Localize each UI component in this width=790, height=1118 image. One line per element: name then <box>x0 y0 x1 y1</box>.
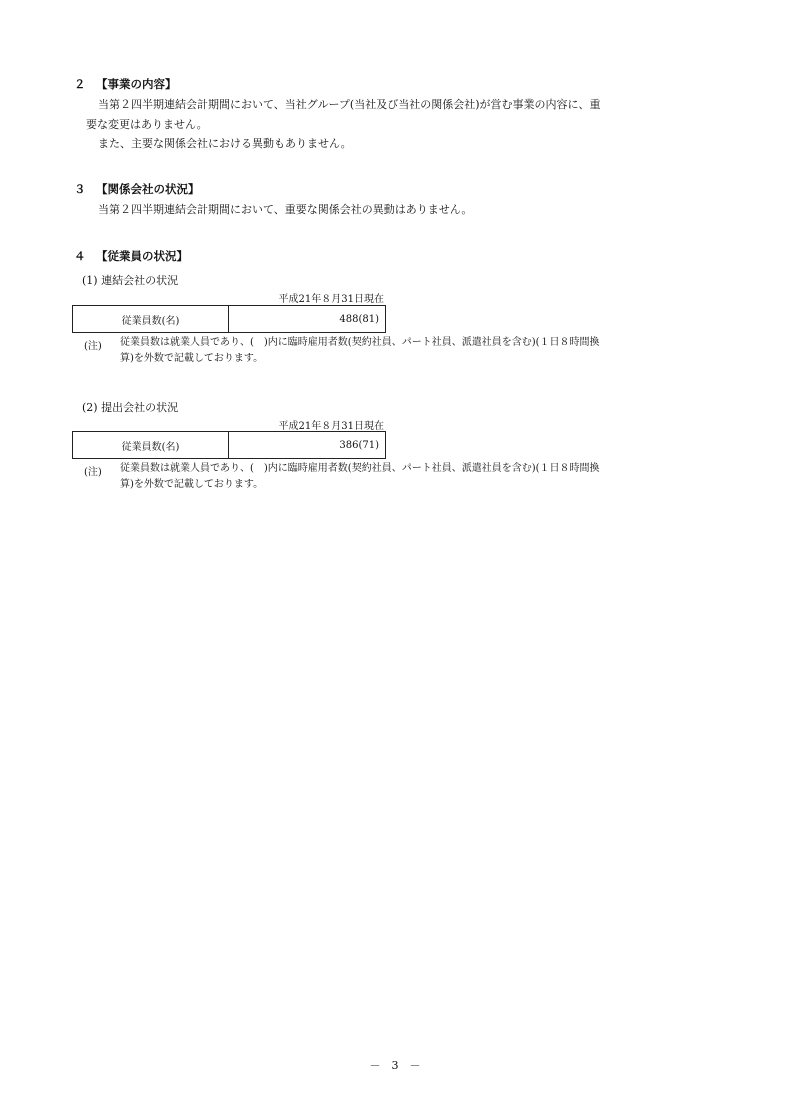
parent-note-mark: (注) <box>84 467 102 478</box>
parent-heading: (2) 提出会社の状況 <box>82 401 179 414</box>
employee-count-label: 従業員数(名) <box>73 432 229 459</box>
table-row <box>73 306 386 333</box>
consolidated-as-of-date: 平成21年８月31日現在 <box>278 294 384 305</box>
consolidated-note <box>120 335 600 367</box>
section-2-para1-line1: 当第２四半期連結会計期間において、当社グループ(当社及び当社の関係会社)が営む事業の内容に、重 <box>98 98 601 111</box>
section-4-title: 【従業員の状況】 <box>96 249 188 263</box>
table-row <box>73 432 386 459</box>
section-3-para1: 当第２四半期連結会計期間において、重要な関係会社の異動はありません。 <box>98 203 473 216</box>
section-2-para1-line2: 要な変更はありません。 <box>86 118 208 131</box>
parent-employee-table <box>72 431 386 459</box>
section-2-heading <box>74 76 177 92</box>
consolidated-note-line1: 従業員数は就業人員であり、( )内に臨時雇用者数(契約社員、パート社員、派遣社員を含む)(１日８時間換 <box>120 337 600 348</box>
parent-note <box>120 461 600 493</box>
section-3-number: ３ <box>74 182 86 196</box>
employee-count-label: 従業員数(名) <box>73 306 229 333</box>
consolidated-note-mark: (注) <box>84 341 102 352</box>
section-3-title: 【関係会社の状況】 <box>96 182 200 196</box>
employee-count-value: 386(71) <box>229 432 386 459</box>
consolidated-employee-table <box>72 305 386 333</box>
section-4-number: ４ <box>74 249 86 263</box>
page-number: － 3 － <box>369 1059 421 1072</box>
section-4-heading <box>74 248 188 264</box>
parent-as-of-date: 平成21年８月31日現在 <box>278 421 384 432</box>
section-2-title: 【事業の内容】 <box>96 77 177 91</box>
parent-note-line1: 従業員数は就業人員であり、( )内に臨時雇用者数(契約社員、パート社員、派遣社員を含む)(１日８時間換 <box>120 463 600 474</box>
section-2-para2: また、主要な関係会社における異動もありません。 <box>98 137 352 150</box>
section-2-number: ２ <box>74 77 86 91</box>
employee-count-value: 488(81) <box>229 306 386 333</box>
parent-note-line2: 算)を外数で記載しております。 <box>120 479 264 490</box>
section-3-heading <box>74 181 200 197</box>
consolidated-heading: (1) 連結会社の状況 <box>82 274 179 287</box>
consolidated-note-line2: 算)を外数で記載しております。 <box>120 353 264 364</box>
